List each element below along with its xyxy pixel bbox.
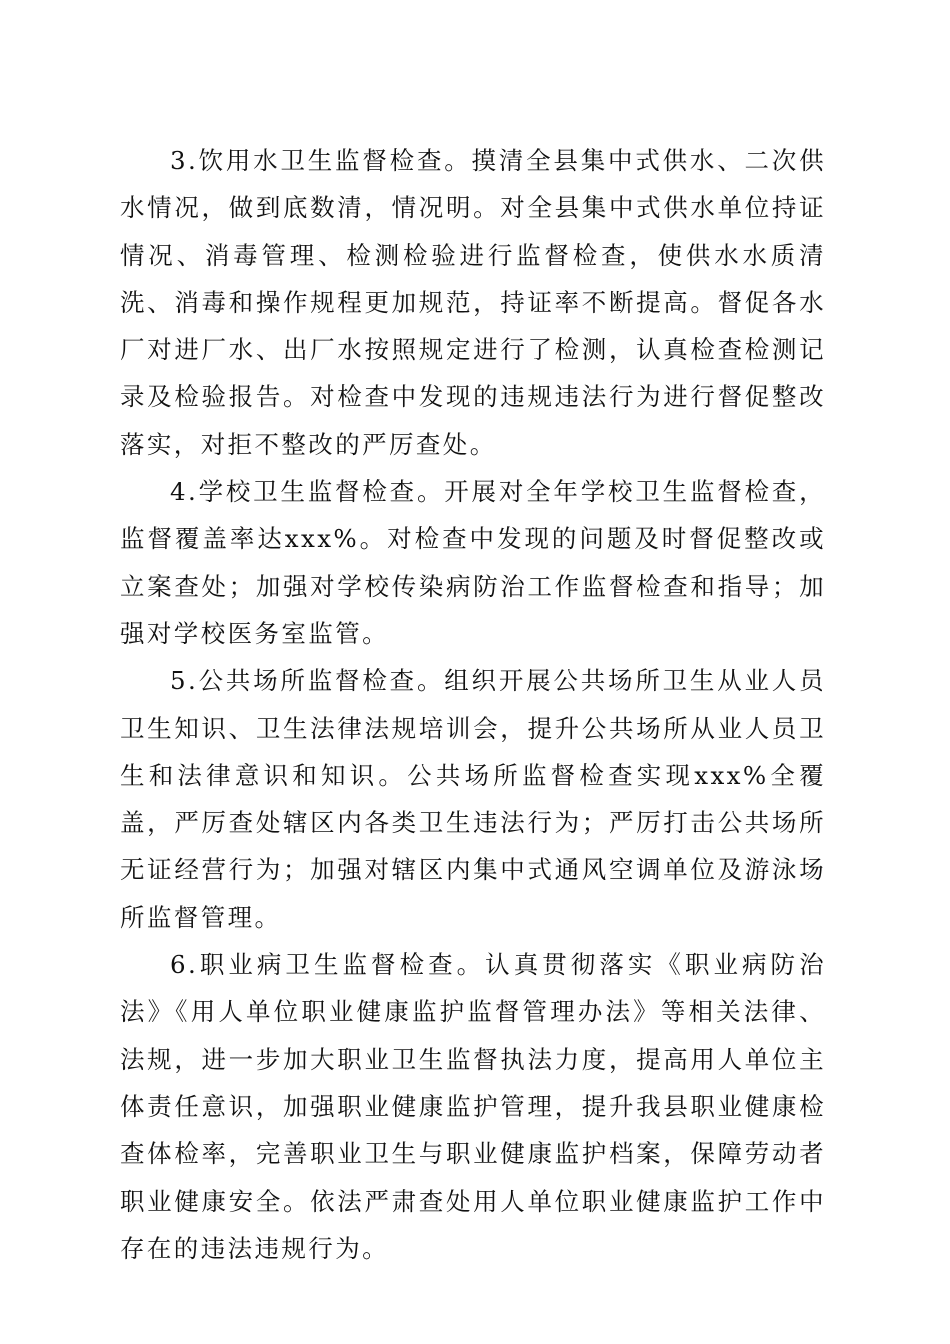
paragraph-public-places-inspection: 5.公共场所监督检查。组织开展公共场所卫生从业人员卫生知识、卫生法律法规培训会，提升公共场所从业人员卫生和法律意识和知识。公共场所监督检查实现xxx%全覆盖，严厉查处辖区内各类卫生违法行为；严厉打击公共场所无证经营行为；加强对辖区内集中式通风空调单位及游泳场所监督管理。 xyxy=(120,666,826,932)
paragraph-drinking-water-inspection: 3.饮用水卫生监督检查。摸清全县集中式供水、二次供水情况，做到底数清，情况明。对全县集中式供水单位持证情况、消毒管理、检测检验进行监督检查，使供水水质清洗、消毒和操作规程更加规范，持证率不断提高。督促各水厂对进厂水、出厂水按照规定进行了检测，认真检查检测记录及检验报告。对检查中发现的违规违法行为进行督促整改落实，对拒不整改的严厉查处。 xyxy=(120,146,826,459)
document-body xyxy=(120,137,826,1272)
paragraph-school-hygiene-inspection: 4.学校卫生监督检查。开展对全年学校卫生监督检查，监督覆盖率达xxx%。对检查中发现的问题及时督促整改或立案查处；加强对学校传染病防治工作监督检查和指导；加强对学校医务室监管。 xyxy=(120,477,826,648)
paragraph-occupational-disease-inspection: 6.职业病卫生监督检查。认真贯彻落实《职业病防治法》《用人单位职业健康监护监督管理办法》等相关法律、法规，进一步加大职业卫生监督执法力度，提高用人单位主体责任意识，加强职业健康监护管理，提升我县职业健康检查体检率，完善职业卫生与职业健康监护档案，保障劳动者职业健康安全。依法严肃查处用人单位职业健康监护工作中存在的违法违规行为。 xyxy=(120,950,826,1263)
